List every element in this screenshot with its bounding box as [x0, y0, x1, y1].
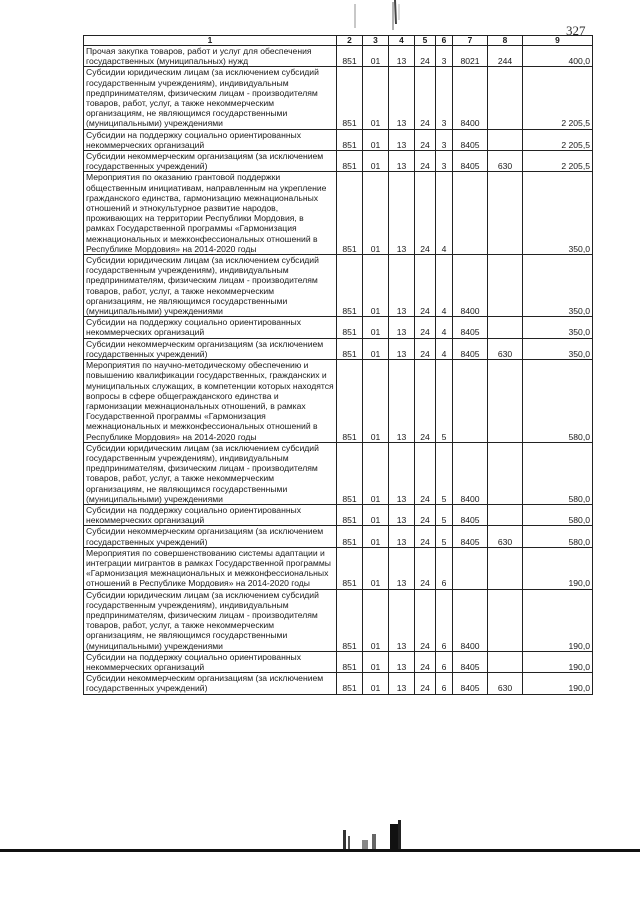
code-cell: 8405 — [453, 673, 488, 694]
code-cell: 851 — [337, 255, 363, 317]
code-cell: 3 — [436, 46, 453, 67]
amount-cell: 2 205,5 — [523, 67, 593, 129]
code-cell: 01 — [363, 442, 389, 504]
code-cell: 8405 — [453, 151, 488, 172]
table-body — [84, 36, 593, 695]
table-header-row — [84, 36, 593, 46]
header-cell: 7 — [453, 36, 488, 46]
code-cell: 13 — [389, 67, 415, 129]
header-cell: 4 — [389, 36, 415, 46]
table-row — [84, 255, 593, 317]
code-cell: 13 — [389, 442, 415, 504]
code-cell: 01 — [363, 338, 389, 359]
code-cell: 01 — [363, 317, 389, 338]
table-row — [84, 360, 593, 443]
code-cell: 630 — [488, 151, 523, 172]
amount-cell: 190,0 — [523, 651, 593, 672]
code-cell: 244 — [488, 46, 523, 67]
amount-cell: 190,0 — [523, 673, 593, 694]
code-cell — [453, 547, 488, 589]
amount-cell: 350,0 — [523, 338, 593, 359]
code-cell: 5 — [436, 526, 453, 547]
code-cell: 851 — [337, 673, 363, 694]
code-cell: 4 — [436, 317, 453, 338]
code-cell: 4 — [436, 172, 453, 255]
row-name-cell: Мероприятия по научно-методическому обеспечению и повышению квалификации государственных, гражданских и муниципальных служащих, в компетенции которых находятся вопросы в сфере общегражданского единства и гармонизации межнациональных отношений, в рамках Государственной программы «Гармонизация межнациональных и межконфессиональных отношений в Республике Мордовия» на 2014-2020 годы — [84, 360, 337, 443]
code-cell: 8400 — [453, 255, 488, 317]
code-cell: 24 — [415, 172, 436, 255]
table-row — [84, 338, 593, 359]
code-cell: 24 — [415, 360, 436, 443]
row-name-cell: Субсидии некоммерческим организациям (за исключением государственных учреждений) — [84, 151, 337, 172]
table-row — [84, 151, 593, 172]
code-cell: 01 — [363, 651, 389, 672]
header-cell: 5 — [415, 36, 436, 46]
code-cell: 24 — [415, 129, 436, 150]
code-cell: 01 — [363, 151, 389, 172]
table-row — [84, 129, 593, 150]
code-cell: 24 — [415, 46, 436, 67]
code-cell — [488, 317, 523, 338]
scan-artifact-top — [345, 0, 405, 32]
code-cell: 5 — [436, 504, 453, 525]
code-cell: 4 — [436, 255, 453, 317]
code-cell — [488, 255, 523, 317]
code-cell — [488, 172, 523, 255]
code-cell: 851 — [337, 67, 363, 129]
amount-cell: 400,0 — [523, 46, 593, 67]
code-cell: 13 — [389, 526, 415, 547]
code-cell: 13 — [389, 504, 415, 525]
code-cell: 851 — [337, 172, 363, 255]
code-cell: 13 — [389, 172, 415, 255]
row-name-cell: Мероприятия по совершенствованию системы адаптации и интеграции мигрантов в рамках Государственной программы «Гармонизация межнациональных и межконфессиональных отношений в Республике Мордовия» на 2014-2020 годы — [84, 547, 337, 589]
amount-cell: 580,0 — [523, 526, 593, 547]
code-cell: 851 — [337, 442, 363, 504]
table-row — [84, 317, 593, 338]
code-cell: 8400 — [453, 589, 488, 651]
code-cell — [488, 67, 523, 129]
code-cell: 24 — [415, 526, 436, 547]
code-cell: 8405 — [453, 526, 488, 547]
code-cell: 13 — [389, 129, 415, 150]
amount-cell: 2 205,5 — [523, 151, 593, 172]
code-cell: 01 — [363, 172, 389, 255]
code-cell: 24 — [415, 673, 436, 694]
code-cell: 6 — [436, 673, 453, 694]
table-row — [84, 67, 593, 129]
code-cell: 5 — [436, 360, 453, 443]
row-name-cell: Субсидии юридическим лицам (за исключением субсидий государственным учреждениям), индивидуальным предпринимателям, физическим лицам - производителям товаров, работ, услуг, а также некоммерческим организациям, не являющимся государственными (муниципальными) учреждениями — [84, 442, 337, 504]
table-row — [84, 651, 593, 672]
code-cell: 8405 — [453, 317, 488, 338]
scan-artifact-bottom — [338, 818, 418, 852]
code-cell — [488, 589, 523, 651]
code-cell: 630 — [488, 526, 523, 547]
code-cell: 8400 — [453, 67, 488, 129]
row-name-cell: Мероприятия по оказанию грантовой поддержки общественным инициативам, направленным на укрепление гражданского единства, гармонизацию межнациональных отношений и этнокультурное развитие народов, проживающих на территории Республики Мордовия, в рамках Государственной программы «Гармонизация межнациональных и межконфессиональных отношений в Республике Мордовия» на 2014-2020 годы — [84, 172, 337, 255]
code-cell: 01 — [363, 255, 389, 317]
code-cell — [488, 651, 523, 672]
table-row — [84, 172, 593, 255]
row-name-cell: Прочая закупка товаров, работ и услуг для обеспечения государственных (муниципальных) нужд — [84, 46, 337, 67]
code-cell: 851 — [337, 360, 363, 443]
code-cell: 851 — [337, 547, 363, 589]
code-cell: 851 — [337, 151, 363, 172]
code-cell: 13 — [389, 589, 415, 651]
amount-cell: 580,0 — [523, 442, 593, 504]
bottom-scan-line — [0, 849, 640, 852]
code-cell: 24 — [415, 442, 436, 504]
header-cell: 3 — [363, 36, 389, 46]
table-row — [84, 46, 593, 67]
row-name-cell: Субсидии на поддержку социально ориентированных некоммерческих организаций — [84, 651, 337, 672]
code-cell: 851 — [337, 338, 363, 359]
code-cell: 13 — [389, 547, 415, 589]
code-cell: 3 — [436, 67, 453, 129]
code-cell: 24 — [415, 151, 436, 172]
code-cell: 851 — [337, 526, 363, 547]
code-cell — [488, 360, 523, 443]
row-name-cell: Субсидии некоммерческим организациям (за исключением государственных учреждений) — [84, 673, 337, 694]
row-name-cell: Субсидии юридическим лицам (за исключением субсидий государственным учреждениям), индивидуальным предпринимателям, физическим лицам - производителям товаров, работ, услуг, а также некоммерческим организациям, не являющимся государственными (муниципальными) учреждениями — [84, 589, 337, 651]
code-cell: 851 — [337, 317, 363, 338]
code-cell: 24 — [415, 504, 436, 525]
code-cell: 13 — [389, 673, 415, 694]
amount-cell: 580,0 — [523, 360, 593, 443]
code-cell: 01 — [363, 673, 389, 694]
code-cell: 6 — [436, 651, 453, 672]
code-cell: 01 — [363, 360, 389, 443]
row-name-cell: Субсидии некоммерческим организациям (за исключением государственных учреждений) — [84, 338, 337, 359]
code-cell: 8021 — [453, 46, 488, 67]
code-cell: 4 — [436, 338, 453, 359]
code-cell: 8405 — [453, 129, 488, 150]
table-row — [84, 526, 593, 547]
table-row — [84, 673, 593, 694]
code-cell: 630 — [488, 338, 523, 359]
code-cell: 24 — [415, 317, 436, 338]
row-name-cell: Субсидии на поддержку социально ориентированных некоммерческих организаций — [84, 129, 337, 150]
amount-cell: 350,0 — [523, 255, 593, 317]
code-cell: 851 — [337, 651, 363, 672]
code-cell — [488, 442, 523, 504]
page-number: 327 — [566, 23, 586, 38]
amount-cell: 350,0 — [523, 317, 593, 338]
code-cell: 13 — [389, 338, 415, 359]
code-cell: 630 — [488, 673, 523, 694]
header-cell: 9 — [523, 36, 593, 46]
code-cell: 851 — [337, 46, 363, 67]
code-cell: 851 — [337, 589, 363, 651]
code-cell: 5 — [436, 442, 453, 504]
code-cell: 3 — [436, 129, 453, 150]
amount-cell: 2 205,5 — [523, 129, 593, 150]
code-cell: 24 — [415, 255, 436, 317]
code-cell: 01 — [363, 589, 389, 651]
code-cell: 24 — [415, 589, 436, 651]
row-name-cell: Субсидии на поддержку социально ориентированных некоммерческих организаций — [84, 504, 337, 525]
table-row — [84, 589, 593, 651]
table-row — [84, 442, 593, 504]
code-cell: 8400 — [453, 442, 488, 504]
table-row — [84, 547, 593, 589]
code-cell: 01 — [363, 46, 389, 67]
table-row — [84, 504, 593, 525]
row-name-cell: Субсидии некоммерческим организациям (за исключением государственных учреждений) — [84, 526, 337, 547]
amount-cell: 190,0 — [523, 589, 593, 651]
row-name-cell: Субсидии на поддержку социально ориентированных некоммерческих организаций — [84, 317, 337, 338]
amount-cell: 350,0 — [523, 172, 593, 255]
code-cell: 13 — [389, 46, 415, 67]
code-cell: 01 — [363, 504, 389, 525]
code-cell: 851 — [337, 129, 363, 150]
code-cell: 851 — [337, 504, 363, 525]
code-cell — [488, 547, 523, 589]
code-cell: 24 — [415, 67, 436, 129]
amount-cell: 580,0 — [523, 504, 593, 525]
code-cell: 24 — [415, 547, 436, 589]
code-cell: 01 — [363, 129, 389, 150]
code-cell: 13 — [389, 360, 415, 443]
code-cell: 01 — [363, 67, 389, 129]
code-cell: 3 — [436, 151, 453, 172]
code-cell: 13 — [389, 255, 415, 317]
row-name-cell: Субсидии юридическим лицам (за исключением субсидий государственным учреждениям), индивидуальным предпринимателям, физическим лицам - производителям товаров, работ, услуг, а также некоммерческим организациям, не являющимся государственными (муниципальными) учреждениями — [84, 255, 337, 317]
header-cell: 2 — [337, 36, 363, 46]
budget-table — [83, 35, 593, 695]
code-cell: 8405 — [453, 504, 488, 525]
code-cell: 8405 — [453, 651, 488, 672]
code-cell: 13 — [389, 651, 415, 672]
code-cell: 6 — [436, 589, 453, 651]
code-cell — [488, 129, 523, 150]
code-cell: 01 — [363, 526, 389, 547]
code-cell — [453, 172, 488, 255]
code-cell: 24 — [415, 338, 436, 359]
code-cell: 01 — [363, 547, 389, 589]
amount-cell: 190,0 — [523, 547, 593, 589]
code-cell: 13 — [389, 317, 415, 338]
row-name-cell: Субсидии юридическим лицам (за исключением субсидий государственным учреждениям), индивидуальным предпринимателям, физическим лицам - производителям товаров, работ, услуг, а также некоммерческим организациям, не являющимся государственными (муниципальными) учреждениями — [84, 67, 337, 129]
code-cell — [488, 504, 523, 525]
code-cell: 13 — [389, 151, 415, 172]
code-cell: 6 — [436, 547, 453, 589]
header-cell: 6 — [436, 36, 453, 46]
code-cell: 8405 — [453, 338, 488, 359]
code-cell — [453, 360, 488, 443]
header-cell: 1 — [84, 36, 337, 46]
header-cell: 8 — [488, 36, 523, 46]
code-cell: 24 — [415, 651, 436, 672]
